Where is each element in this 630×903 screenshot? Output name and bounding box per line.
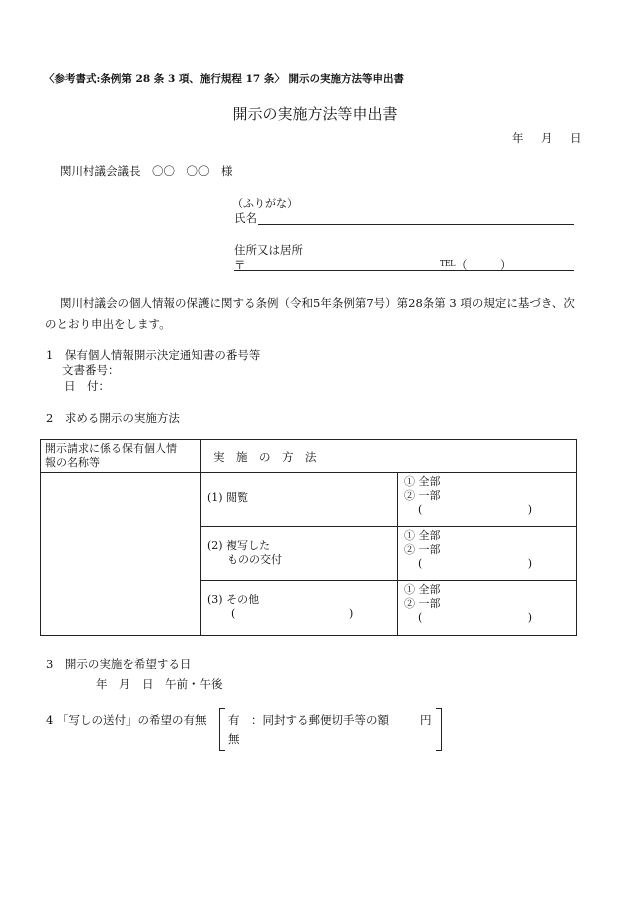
addressee: 関川村議会議長 〇〇 〇〇 様 <box>60 164 233 178</box>
option-all[interactable]: ① 全部 <box>404 529 441 542</box>
furigana-label: （ふりがな） <box>232 197 298 210</box>
partial-detail-field[interactable]: ( ) <box>418 557 532 570</box>
method-label: (3) その他 <box>207 593 260 606</box>
options-cell <box>398 581 577 636</box>
postal-mark: 〒 <box>234 258 246 272</box>
option-partial[interactable]: ② 一部 <box>404 543 441 556</box>
notice-date-label: 日 付： <box>64 379 110 393</box>
section-4-heading: 4 「写しの送付」の希望の有無 <box>46 713 207 727</box>
method-label: (2) 複写した <box>207 539 271 552</box>
yen-label: 円 <box>420 713 432 727</box>
tel-paren-open: （ <box>456 258 468 272</box>
document-number-label: 文書番号： <box>62 363 120 377</box>
method-cell-inspection <box>201 473 398 527</box>
body-text-line-2: のとおり申出をします。 <box>45 317 171 331</box>
name-label: 氏名 <box>234 211 257 225</box>
table-row <box>41 473 577 527</box>
date-line: 年 月 日 <box>512 131 585 145</box>
table-header-info-name <box>41 440 201 473</box>
method-label-line-2: ものの交付 <box>227 553 282 566</box>
copy-delivery-no-option[interactable]: 無 <box>228 732 240 746</box>
partial-detail-field[interactable]: ( ) <box>418 503 532 516</box>
bracket-right <box>436 708 442 751</box>
tel-label: TEL <box>440 259 455 268</box>
header-info-name-line-2: 報の名称等 <box>45 456 100 469</box>
body-text-line-1: 関川村議会の個人情報の保護に関する条例（令和5年条例第7号）第28条第 3 項の規定に基づき、次 <box>60 296 575 310</box>
option-partial[interactable]: ② 一部 <box>404 489 441 502</box>
tel-paren-close: ） <box>500 258 512 272</box>
disclosure-method-table <box>40 439 577 636</box>
option-all[interactable]: ① 全部 <box>404 583 441 596</box>
options-cell <box>398 527 577 581</box>
address-label: 住所又は居所 <box>234 243 303 257</box>
method-cell-copy-delivery <box>201 527 398 581</box>
name-underline <box>258 224 574 225</box>
table-header-method: 実 施 の 方 法 <box>201 440 577 473</box>
bracket-left <box>219 708 225 751</box>
section-3-heading: 3 開示の実施を希望する日 <box>46 657 192 671</box>
other-method-detail-field[interactable]: ( ) <box>231 607 354 620</box>
option-partial[interactable]: ② 一部 <box>404 597 441 610</box>
options-cell <box>398 473 577 527</box>
desired-date-field[interactable]: 年 月 日 午前・午後 <box>96 677 223 691</box>
address-underline <box>234 270 574 271</box>
header-info-name-line-1: 開示請求に係る保有個人情 <box>45 442 177 455</box>
reference-format-note: 〈参考書式:条例第 28 条 3 項、施行規程 17 条〉 開示の実施方法等申出書 <box>44 73 404 85</box>
partial-detail-field[interactable]: ( ) <box>418 611 532 624</box>
method-label: (1) 閲覧 <box>207 491 249 504</box>
section-2-heading: 2 求める開示の実施方法 <box>46 411 180 425</box>
document-title: 開示の実施方法等申出書 <box>232 105 398 123</box>
method-cell-other <box>201 581 398 636</box>
info-name-cell[interactable] <box>41 473 201 636</box>
copy-delivery-yes-option[interactable]: 有 ：同封する郵便切手等の額 <box>228 713 389 727</box>
option-all[interactable]: ① 全部 <box>404 475 441 488</box>
section-1-heading: 1 保有個人情報開示決定通知書の番号等 <box>46 348 261 362</box>
